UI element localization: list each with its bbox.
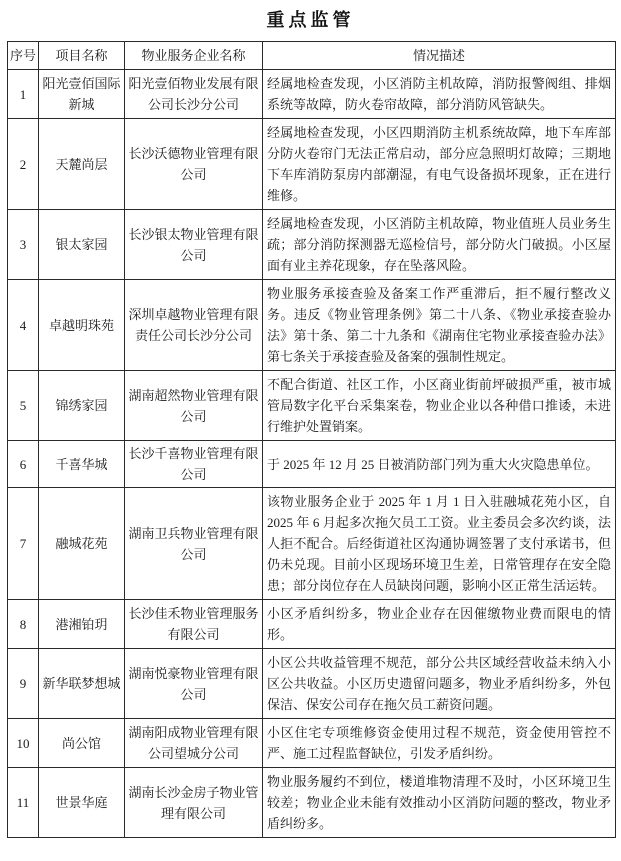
project-cell: 新华联梦想城	[39, 649, 125, 719]
project-cell: 融城花苑	[39, 488, 125, 600]
project-cell: 阳光壹佰国际新城	[39, 70, 125, 119]
project-cell: 世景华庭	[39, 768, 125, 838]
description-cell: 不配合街道、社区工作，小区商业街前坪破损严重，被市城管局数字化平台采集案卷，物业企业以各种借口推诿，未进行维护处置销案。	[263, 371, 616, 441]
no-cell: 2	[8, 119, 39, 210]
no-cell: 10	[8, 719, 39, 768]
table-row	[8, 371, 616, 441]
company-cell: 长沙佳禾物业管理服务有限公司	[125, 600, 263, 649]
description-cell: 小区公共收益管理不规范，部分公共区域经营收益未纳入小区公共收益。小区历史遗留问题多，物业矛盾纠纷多，外包保洁、保安公司存在拖欠员工薪资问题。	[263, 649, 616, 719]
description-cell: 物业服务承接查验及备案工作严重滞后，拒不履行整改义务。违反《物业管理条例》第二十八条、《物业承接查验办法》第十条、第二十九条和《湖南住宅物业承接查验办法》第七条关于承接查验及备案的强制性规定。	[263, 280, 616, 371]
description-cell: 小区住宅专项维修资金使用过程不规范，资金使用管控不严、施工过程监督缺位，引发矛盾纠纷。	[263, 719, 616, 768]
company-cell: 长沙银太物业管理有限公司	[125, 210, 263, 280]
description-cell: 于 2025 年 12 月 25 日被消防部门列为重大火灾隐患单位。	[263, 441, 616, 488]
no-cell: 3	[8, 210, 39, 280]
project-cell: 天麓尚层	[39, 119, 125, 210]
description-cell: 经属地检查发现，小区消防主机故障，消防报警阀组、排烟系统等故障，防火卷帘故障，部分消防风管缺失。	[263, 70, 616, 119]
no-cell: 5	[8, 371, 39, 441]
description-cell: 经属地检查发现，小区四期消防主机系统故障，地下车库部分防火卷帘门无法正常启动，部分应急照明灯故障；三期地下车库消防泵房内部潮湿，有电气设备损坏现象，正在进行维修。	[263, 119, 616, 210]
column-header-description: 情况描述	[263, 42, 616, 70]
description-cell: 物业服务履约不到位，楼道堆物清理不及时，小区环境卫生较差；物业企业未能有效推动小区消防问题的整改，物业矛盾纠纷多。	[263, 768, 616, 838]
company-cell: 长沙千喜物业管理有限公司	[125, 441, 263, 488]
project-cell: 锦绣家园	[39, 371, 125, 441]
description-cell: 经属地检查发现，小区消防主机故障，物业值班人员业务生疏；部分消防探测器无巡检信号，部分防火门破损。小区屋面有业主养花现象，存在坠落风险。	[263, 210, 616, 280]
company-cell: 长沙沃德物业管理有限公司	[125, 119, 263, 210]
description-cell: 该物业服务企业于 2025 年 1 月 1 日入驻融城花苑小区，自 2025 年 6 月起多次拖欠员工工资。业主委员会多次约谈，法人拒不配合。后经街道社区沟通协调签署了支付承诺书，但仍未兑现。目前小区现场环境卫生差，日常管理存在安全隐患；部分岗位存在人员缺岗问题，影响小区正常生活运转。	[263, 488, 616, 600]
project-cell: 港湘铂玥	[39, 600, 125, 649]
no-cell: 6	[8, 441, 39, 488]
table-header-row	[8, 42, 616, 70]
table-row	[8, 280, 616, 371]
table-row	[8, 488, 616, 600]
no-cell: 9	[8, 649, 39, 719]
table-row	[8, 649, 616, 719]
company-cell: 阳光壹佰物业发展有限公司长沙分公司	[125, 70, 263, 119]
no-cell: 1	[8, 70, 39, 119]
project-cell: 银太家园	[39, 210, 125, 280]
no-cell: 4	[8, 280, 39, 371]
column-header-project: 项目名称	[39, 42, 125, 70]
company-cell: 湖南悦豪物业管理有限公司	[125, 649, 263, 719]
table-row	[8, 600, 616, 649]
column-header-no: 序号	[8, 42, 39, 70]
project-cell: 尚公馆	[39, 719, 125, 768]
project-cell: 千喜华城	[39, 441, 125, 488]
table-row	[8, 768, 616, 838]
no-cell: 8	[8, 600, 39, 649]
company-cell: 湖南卫兵物业管理有限公司	[125, 488, 263, 600]
company-cell: 湖南超然物业管理有限公司	[125, 371, 263, 441]
description-cell: 小区矛盾纠纷多，物业企业存在因催缴物业费而限电的情形。	[263, 600, 616, 649]
no-cell: 11	[8, 768, 39, 838]
company-cell: 深圳卓越物业管理有限责任公司长沙分公司	[125, 280, 263, 371]
table-row	[8, 719, 616, 768]
page-title: 重点监管	[266, 10, 355, 30]
table-row	[8, 210, 616, 280]
project-cell: 卓越明珠苑	[39, 280, 125, 371]
no-cell: 7	[8, 488, 39, 600]
company-cell: 湖南阳成物业管理有限公司望城分公司	[125, 719, 263, 768]
company-cell: 湖南长沙金房子物业管理有限公司	[125, 768, 263, 838]
table-row	[8, 441, 616, 488]
table-row	[8, 70, 616, 119]
column-header-company: 物业服务企业名称	[125, 42, 263, 70]
table-row	[8, 119, 616, 210]
supervision-table	[7, 41, 616, 838]
